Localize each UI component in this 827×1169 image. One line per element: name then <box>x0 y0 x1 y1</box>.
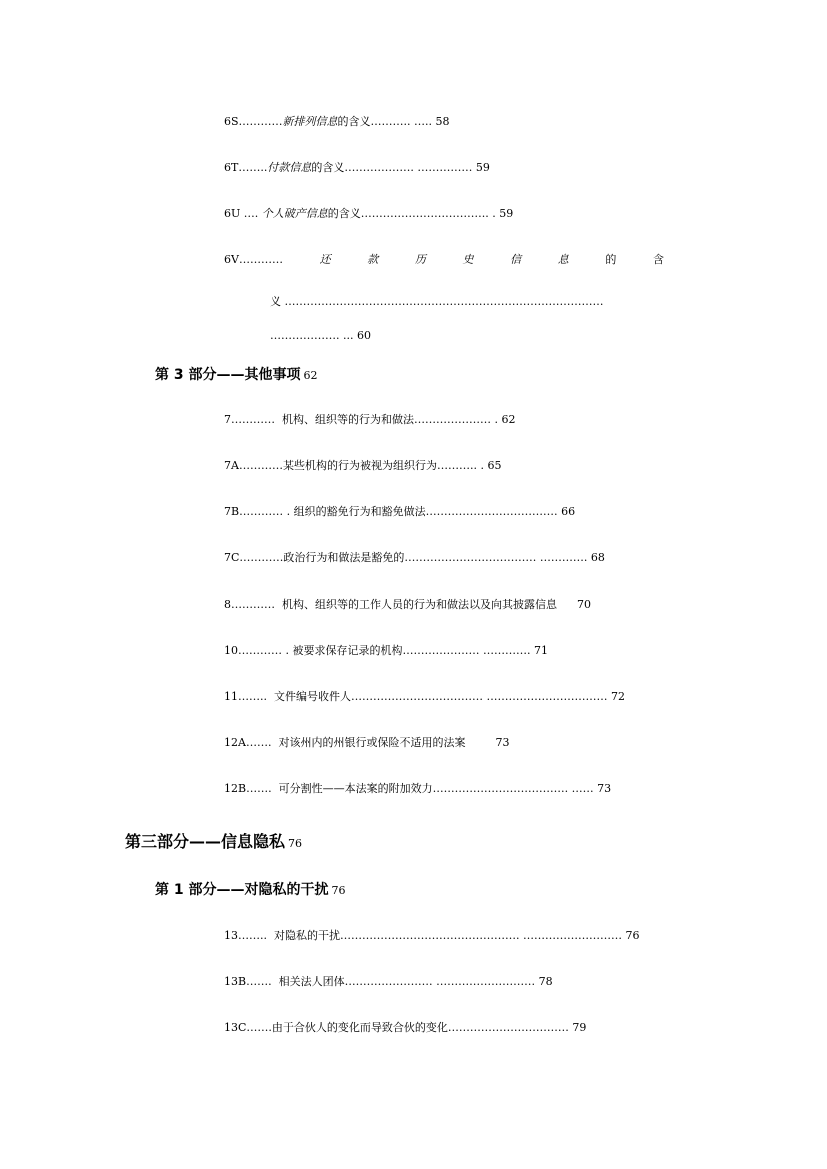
page-number: 73 <box>597 782 612 795</box>
heading-title: 第 3 部分——其他事项 <box>155 367 301 383</box>
entry-title: 相关法人团体 <box>278 975 345 988</box>
toc-entry-6v-line3: ………………. ... 60 <box>270 329 371 342</box>
heading-title: 第 1 部分——对隐私的干扰 <box>155 882 329 898</box>
toc-entry-7b[interactable] <box>224 505 575 519</box>
leader-dots: ………… <box>238 115 283 128</box>
heading-title: 第三部分——信息隐私 <box>125 832 286 851</box>
part-heading-3[interactable] <box>125 833 302 853</box>
page-number: 76 <box>625 929 640 942</box>
section-heading-1[interactable] <box>155 881 346 900</box>
entry-char: 息 <box>557 253 569 266</box>
page-number: 72 <box>611 690 625 703</box>
leader-dots: …….. <box>238 929 271 942</box>
leader-dots: …………………… ……………………… <box>344 975 536 988</box>
entry-char: 历 <box>414 253 426 266</box>
leader-dots: …………………………… <box>447 1021 569 1034</box>
page-number: 71 <box>534 644 548 657</box>
toc-entry-6t[interactable] <box>224 161 490 175</box>
entry-title-italic: 个人破产信息 <box>261 207 328 220</box>
toc-entry-10[interactable] <box>224 644 548 658</box>
leader-dots: ……. <box>246 782 276 795</box>
entry-title: 政治行为和做法是豁免的 <box>283 551 405 564</box>
entry-number: 12B <box>224 782 247 795</box>
page-number: 66 <box>561 505 576 518</box>
leader-dots: ………… <box>231 413 275 426</box>
entry-number: 10 <box>224 644 238 657</box>
toc-entry-6v-line2: 义 …………………………………………………………………………… <box>270 295 604 308</box>
toc-entry-12a[interactable] <box>224 736 509 750</box>
entry-char: 史 <box>462 253 474 266</box>
toc-entry-13[interactable] <box>224 929 640 943</box>
toc-entry-7c[interactable] <box>224 551 605 565</box>
leader-dots: ……. <box>245 736 275 749</box>
leader-dots: ………… . <box>239 505 291 518</box>
entry-title: 某些机构的行为被视为组织行为 <box>282 459 437 472</box>
toc-entry-11[interactable] <box>224 690 625 704</box>
leader-dots: …….. <box>238 690 271 703</box>
entry-title: 机构、组织等的工作人员的行为和做法以及向其披露信息 <box>282 598 557 611</box>
leader-dots: ………………… …………. <box>402 644 531 657</box>
toc-entry-7[interactable] <box>224 413 516 427</box>
leader-dots: …….. <box>238 161 268 174</box>
entry-number: 13 <box>224 929 238 942</box>
section-heading-3[interactable] <box>155 366 318 385</box>
leader-dots: ……………………………… <box>425 505 558 518</box>
leader-dots: ………… . <box>238 644 289 657</box>
entry-number: 6U <box>224 207 241 220</box>
entry-title: 的含义 <box>311 161 345 174</box>
page-number: 58 <box>435 115 450 128</box>
leader-dots: ………………… . <box>414 413 498 426</box>
page-number: 68 <box>590 551 605 564</box>
entry-title: 文件编号收件人 <box>274 690 351 703</box>
page-number: 62 <box>303 369 318 382</box>
leader-dots: ……. <box>246 1021 272 1034</box>
leader-dots: ……………………………… …………. <box>404 551 588 564</box>
entry-title: 由于合伙人的变化而导致合伙的变化 <box>271 1021 448 1034</box>
page-number: 59 <box>499 207 514 220</box>
entry-title: 对隐私的干扰 <box>274 929 340 942</box>
toc-entry-6v[interactable] <box>224 253 664 267</box>
entry-char: 还 <box>319 253 331 266</box>
leader-dots: ……………………………… …………………………… <box>351 690 608 703</box>
entry-number: 13C <box>224 1021 247 1034</box>
entry-title: 被要求保存记录的机构 <box>292 644 403 657</box>
leader-dots: ………… <box>238 459 283 472</box>
toc-entry-12b[interactable] <box>224 782 611 796</box>
entry-number: 7C <box>224 551 240 564</box>
leader-dots: ………… <box>231 598 275 611</box>
page-number: 62 <box>501 413 516 426</box>
entry-number: 8 <box>224 598 231 611</box>
leader-dots: ……….. . <box>436 459 484 472</box>
entry-char: 含 <box>652 253 664 266</box>
entry-title: 组织的豁免行为和豁免做法 <box>293 505 426 518</box>
page-number: 78 <box>538 975 553 988</box>
entry-title: 对该州内的州银行或保险不适用的法案 <box>278 736 466 749</box>
leader-dots: …………………………………………. ……………………… <box>340 929 622 942</box>
entry-title-italic: 新排列信息 <box>282 115 338 128</box>
leader-dots: …. <box>240 207 262 220</box>
entry-number: 11 <box>224 690 238 703</box>
leader-dots: ………… <box>239 551 284 564</box>
entry-title-italic: 付款信息 <box>267 161 312 174</box>
toc-entry-8[interactable] <box>224 598 591 612</box>
entry-number: 7A <box>224 459 239 472</box>
toc-entry-7a[interactable] <box>224 459 501 473</box>
entry-char: 信 <box>510 253 522 266</box>
leader-dots: ……. <box>246 975 276 988</box>
entry-char: 的 <box>605 253 617 266</box>
entry-number: 6S <box>224 115 239 128</box>
entry-number: 7 <box>224 413 231 426</box>
entry-title: 的含义 <box>327 207 361 220</box>
entry-title: 机构、组织等的行为和做法 <box>282 413 414 426</box>
entry-number: 6V………… <box>224 253 283 266</box>
page-number: 76 <box>288 837 303 850</box>
page-number: 65 <box>487 459 502 472</box>
entry-char: 款 <box>367 253 379 266</box>
page-number: 73 <box>495 736 510 749</box>
toc-entry-6u[interactable] <box>224 207 513 221</box>
toc-entry-6s[interactable] <box>224 115 450 129</box>
toc-entry-13b[interactable] <box>224 975 553 989</box>
entry-number: 7B <box>224 505 240 518</box>
page-number: 59 <box>475 161 490 174</box>
page-number: 70 <box>577 598 591 611</box>
page-number: 79 <box>572 1021 587 1034</box>
entry-number: 12A <box>224 736 246 749</box>
leader-dots: ………………. …………… <box>344 161 473 174</box>
page-number: 76 <box>331 884 346 897</box>
entry-number: 6T <box>224 161 239 174</box>
entry-title: 的含义 <box>337 115 371 128</box>
leader-dots: ……….. ….. <box>370 115 433 128</box>
leader-dots: ………………………………. …… <box>432 782 594 795</box>
entry-number: 13B <box>224 975 247 988</box>
toc-entry-13c[interactable] <box>224 1021 586 1035</box>
entry-title: 可分割性——本法案的附加效力 <box>278 782 433 795</box>
leader-dots: …………………………….. . <box>360 207 496 220</box>
